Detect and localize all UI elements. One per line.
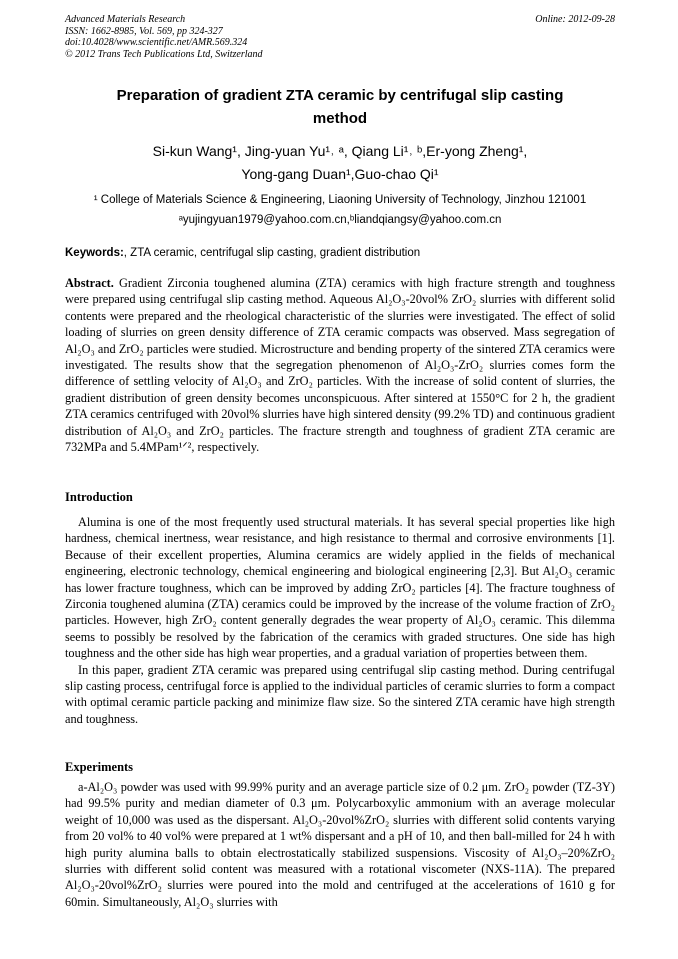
keywords [65, 247, 615, 259]
journal-info [65, 14, 615, 60]
issn: ISSN: 1662-8985, Vol. 569, pp 324-327 [65, 25, 223, 37]
intro-paragraph-1: Alumina is one of the most frequently used structural materials. It has several special properties like high hardness, chemical inertness, wear resistance, and high resistance to thermal and corrosive environments [1]. Because of their excellent properties, Alumina ceramics are widely applied in the fields of mechanical engineering, electronic technology, chemical engineering and biological engineering [2,3]. But Al₂O₃ ceramic has lower fracture toughness, which can be improved by adding ZrO₂ particles [4]. The fracture toughness of Zirconia toughened alumina (ZTA) ceramics could be improved by the increase of the volume fraction of ZrO₂ particles. However, high ZrO₂ content generally degrades the wear property of Al₂O₃ ceramic. This dilemma seems to possibly be resolved by the fabrication of the ceramics with graded structures. One side has high toughness and the other side has high wear properties, and a gradual variation of properties between them. [65, 515, 615, 661]
doi: doi:10.4028/www.scientific.net/AMR.569.324 [65, 37, 248, 48]
keywords-label: Keywords: [65, 247, 124, 259]
keywords-text: , ZTA ceramic, centrifugal slip casting, gradient distribution [123, 247, 421, 259]
copyright: © 2012 Trans Tech Publications Ltd, Switzerland [65, 48, 263, 60]
affiliation: ¹ College of Materials Science & Engineering, Liaoning University of Technology, Jinzhou 121001 [93, 194, 587, 206]
experiments-paragraph-1: a-Al₂O₃ powder was used with 99.99% purity and an average particle size of 0.2 μm. ZrO₂ powder (TZ-3Y) had 99.5% purity and median diameter of 0.3 μm. Polycarboxylic ammonium with an average molecular weight of 10,000 was used as the dispersant. Al₂O₃-20vol%ZrO₂ slurries with different solid contents varying from 20 vol% to 40 vol% were prepared at 1 wt% dispersant and a pH of 10, and then ball-milled for 24 h with high purity alumina balls to obtain electrostatically stabilized suspensions. Viscosity of Al₂O₃–20%ZrO₂ slurries with different solid content was measured with a rotational viscometer (NXS-11A). The prepared Al₂O₃-20vol%ZrO₂ slurries were poured into the mold and centrifuged at the accelerations of 1610 g for 60min. Simultaneously, Al₂O₃ slurries with [65, 780, 615, 909]
online-date: Online: 2012-09-28 [535, 14, 615, 25]
author-list [60, 140, 620, 186]
affiliation-block [60, 190, 620, 230]
experiments-section [65, 779, 615, 910]
authors-line-1: Si-kun Wang¹, Jing-yuan Yu¹˒ ᵃ, Qiang Li¹˒ ᵇ,Er-yong Zheng¹, [152, 143, 528, 159]
introduction-section [65, 514, 615, 727]
abstract-label: Abstract. [65, 276, 114, 290]
journal-name: Advanced Materials Research [65, 14, 186, 25]
authors-line-2: Yong-gang Duan¹,Guo-chao Qi¹ [241, 166, 439, 182]
intro-paragraph-2: In this paper, gradient ZTA ceramic was prepared using centrifugal slip casting method. During centrifugal slip casting process, centrifugal force is applied to the individual particles of ceramic slurries to form a compact with optimal ceramic particle packing and minimize flaw size. So the sintered ZTA ceramic have high strength and toughness. [65, 662, 615, 726]
introduction-heading: Introduction [65, 490, 133, 504]
author-emails: ᵃyujingyuan1979@yahoo.com.cn,ᵇliandqiangsy@yahoo.com.cn [178, 214, 502, 226]
abstract-text: Gradient Zirconia toughened alumina (ZTA) ceramics with high fracture strength and toughness were prepared using centrifugal slip casting method. Aqueous Al₂O₃-20vol% ZrO₂ slurries with different solid contents were prepared and the rheological characteristic of the slurries were investigated. The effect of solid loading of slurries on green density difference of ZTA ceramic compacts was observed. Mass segregation of Al₂O₃ and ZrO₂ particles were studied. Microstructure and bending property of the sintered ZTA ceramics were investigated. The results show that the segregation phenomenon of Al₂O₃-ZrO₂ slurries comes form the difference of settling velocity of Al₂O₃ and ZrO₂ particles. With the increase of solid content of slurries, the gradient distribution of green density becomes unconspicuous. After sintered at 1550°C for 2 h, the gradient ZTA ceramics centrifuged with 20vol% slurries have high sintered density (99.2% TD) and continuous gradient distribution of Al₂O₃ and ZrO₂ particles. The fracture strength and toughness of gradient ZTA ceramic are 732MPa and 5.4MPam¹ᐟ², respectively. [65, 276, 615, 455]
paper-title: Preparation of gradient ZTA ceramic by centrifugal slip casting method [116, 87, 564, 127]
abstract [65, 275, 615, 455]
experiments-heading: Experiments [65, 760, 134, 774]
journal-header [65, 14, 615, 60]
